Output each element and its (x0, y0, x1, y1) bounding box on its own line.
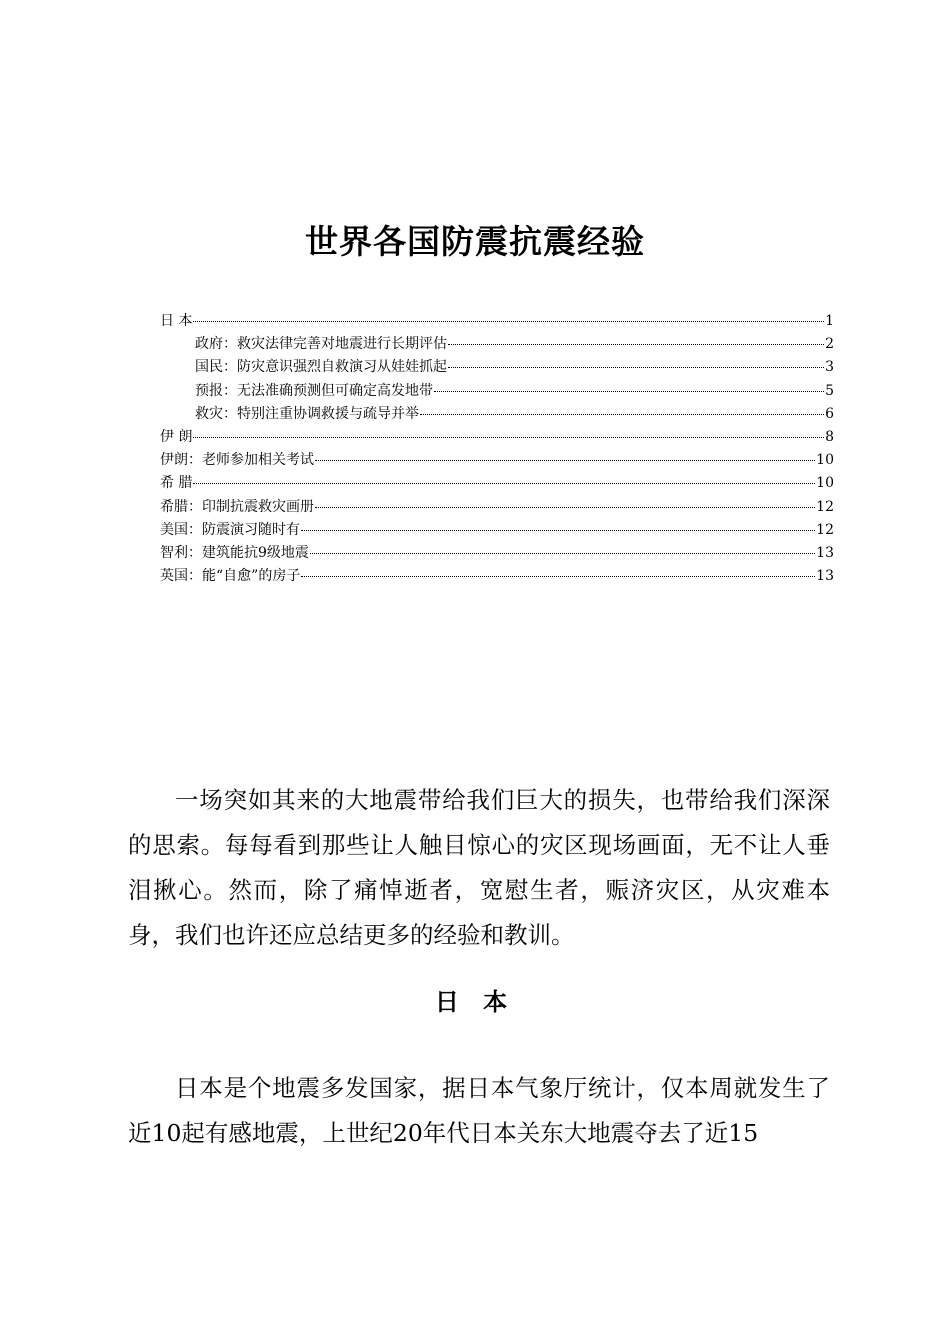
toc-entry-text: 伊 朗 (160, 428, 193, 445)
toc-leader-dots (434, 391, 824, 392)
toc-entry[interactable] (160, 496, 834, 519)
section-paragraph: 日本是个地震多发国家，据日本气象厅统计，仅本周就发生了近10起有感地震，上世纪20年代日本关东大地震夺去了近15 (128, 1074, 830, 1147)
toc-entry[interactable] (160, 472, 834, 495)
toc-leader-dots (301, 576, 815, 577)
toc-page-number: 10 (816, 452, 834, 469)
toc-entry-text: 国民：防灾意识强烈自救演习从娃娃抓起 (195, 359, 447, 376)
toc-page-number: 12 (816, 521, 834, 538)
toc-page-number: 13 (816, 568, 834, 585)
toc-leader-dots (193, 321, 824, 322)
toc-entry-text: 政府：救灾法律完善对地震进行长期评估 (195, 336, 447, 353)
toc-entry[interactable] (160, 403, 834, 426)
toc-entry-text: 日 本 (160, 313, 193, 329)
toc-entry-text: 预报：无法准确预测但可确定高发地带 (195, 382, 433, 399)
toc-leader-dots (315, 507, 815, 508)
toc-entry-text: 美国：防震演习随时有 (160, 521, 300, 538)
toc-leader-dots (315, 460, 815, 461)
toc-page-number: 2 (825, 336, 834, 353)
toc-entry-text: 英国：能“自愈”的房子 (160, 568, 301, 585)
toc-entry-text: 希 腊 (160, 475, 193, 492)
toc-entry-text: 救灾：特别注重协调救援与疏导并举 (195, 405, 419, 422)
toc-entry[interactable] (160, 333, 834, 356)
toc-leader-dots (448, 367, 824, 368)
toc-leader-dots (193, 483, 815, 484)
toc-entry[interactable] (160, 565, 834, 588)
toc-page-number: 13 (816, 544, 834, 561)
toc-page-number: 3 (825, 359, 834, 376)
toc-entry[interactable] (160, 310, 834, 333)
toc-page-number: 6 (825, 405, 834, 422)
toc-page-number: 10 (816, 475, 834, 492)
document-title: 世界各国防震抗震经验 (305, 222, 645, 261)
toc-entry[interactable] (160, 356, 834, 379)
toc-page-number: 1 (825, 313, 834, 329)
toc-leader-dots (301, 530, 815, 531)
toc-entry[interactable] (160, 426, 834, 449)
toc-entry[interactable] (160, 542, 834, 565)
table-of-contents (160, 310, 834, 588)
toc-entry-text: 智利：建筑能抗9级地震 (160, 544, 309, 561)
toc-page-number: 12 (816, 498, 834, 515)
toc-entry-text: 希腊：印制抗震救灾画册 (160, 498, 314, 515)
toc-page-number: 5 (825, 382, 834, 399)
toc-entry[interactable] (160, 380, 834, 403)
toc-entry[interactable] (160, 519, 834, 542)
toc-page-number: 8 (825, 428, 834, 445)
toc-leader-dots (448, 344, 824, 345)
toc-leader-dots (193, 437, 824, 438)
toc-entry-text: 伊朗：老师参加相关考试 (160, 452, 314, 469)
section-heading: 日 本 (434, 988, 516, 1016)
toc-leader-dots (420, 414, 824, 415)
toc-entry[interactable] (160, 449, 834, 472)
intro-paragraph: 一场突如其来的大地震带给我们巨大的损失，也带给我们深深的思索。每每看到那些让人触目惊心的灾区现场画面，无不让人垂泪揪心。然而，除了痛悼逝者，宽慰生者，赈济灾区，从灾难本身，我们也许还应总结更多的经验和教训。 (128, 786, 830, 949)
toc-leader-dots (310, 553, 815, 554)
